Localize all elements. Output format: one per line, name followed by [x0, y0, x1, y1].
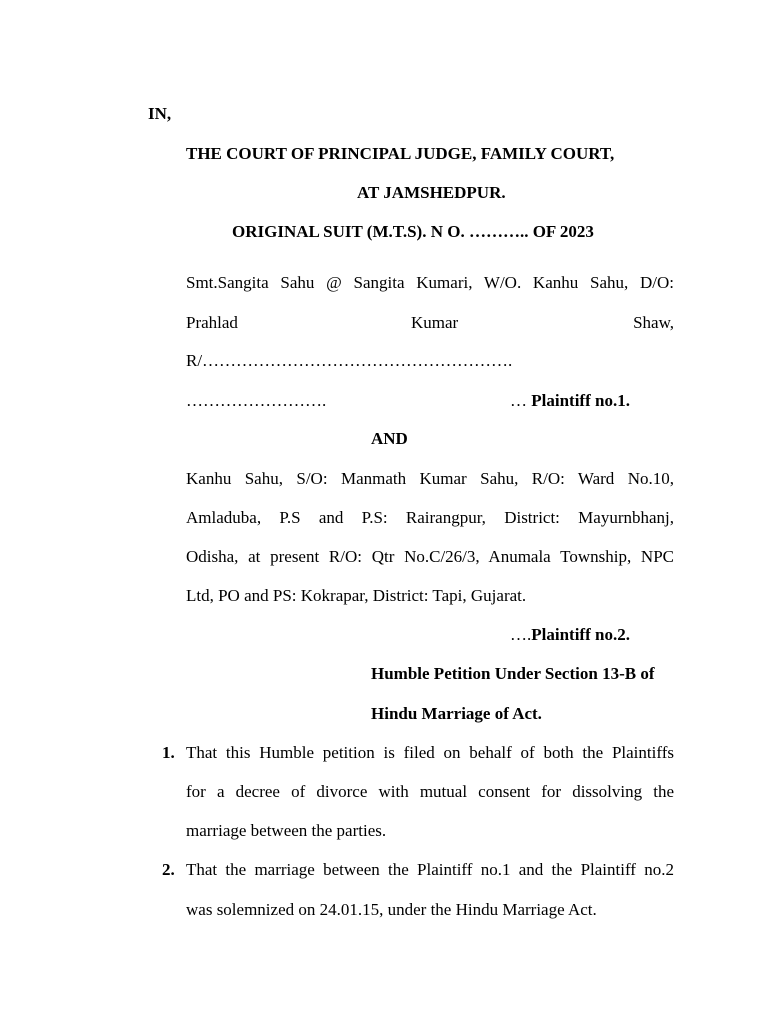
petition-title-line2: Hindu Marriage of Act.	[371, 704, 542, 723]
paragraph-1-number: 1.	[162, 743, 175, 762]
suit-number: ORIGINAL SUIT (M.T.S). N O. ……….. OF 2023	[232, 222, 594, 241]
plaintiff2-label	[510, 625, 630, 645]
plaintiff1-word-middle: Kumar	[411, 313, 459, 332]
and-separator: AND	[371, 429, 408, 448]
plaintiff2-label-prefix: ….	[510, 625, 532, 644]
paragraph-1-line2: for a decree of divorce with mutual consent for dissolving the	[186, 782, 674, 801]
court-place: AT JAMSHEDPUR.	[357, 183, 506, 202]
plaintiff2-label-text: Plaintiff no.2.	[531, 625, 630, 644]
plaintiff1-address: R/……………………………………………….	[186, 351, 513, 370]
plaintiff2-line3: Odisha, at present R/O: Qtr No.C/26/3, Anumala Township, NPC	[186, 547, 674, 566]
plaintiff1-line1: Smt.Sangita Sahu @ Sangita Kumari, W/O. Kanhu Sahu, D/O:	[186, 273, 674, 292]
paragraph-2-line2: was solemnized on 24.01.15, under the Hindu Marriage Act.	[186, 900, 597, 919]
court-name: THE COURT OF PRINCIPAL JUDGE, FAMILY COURT,	[186, 144, 615, 163]
plaintiff1-label-text: Plaintiff no.1.	[531, 391, 630, 410]
plaintiff1-word-first: Prahlad	[186, 313, 238, 332]
plaintiff1-label	[510, 391, 630, 411]
paragraph-2-number: 2.	[162, 860, 175, 879]
paragraph-2-line1: That the marriage between the Plaintiff no.1 and the Plaintiff no.2	[186, 860, 674, 879]
heading-in: IN,	[148, 104, 172, 123]
plaintiff2-line2: Amladuba, P.S and P.S: Rairangpur, District: Mayurnbhanj,	[186, 508, 674, 527]
plaintiff1-address-cont: …………………….	[186, 391, 327, 410]
plaintiff1-label-prefix: …	[510, 391, 532, 410]
petition-title-line1: Humble Petition Under Section 13-B of	[371, 664, 655, 683]
plaintiff2-line4: Ltd, PO and PS: Kokrapar, District: Tapi, Gujarat.	[186, 586, 527, 605]
paragraph-1-line1: That this Humble petition is filed on behalf of both the Plaintiffs	[186, 743, 674, 762]
paragraph-1-line3: marriage between the parties.	[186, 821, 387, 840]
plaintiff1-word-last: Shaw,	[633, 313, 674, 332]
plaintiff2-line1: Kanhu Sahu, S/O: Manmath Kumar Sahu, R/O: Ward No.10,	[186, 469, 674, 488]
